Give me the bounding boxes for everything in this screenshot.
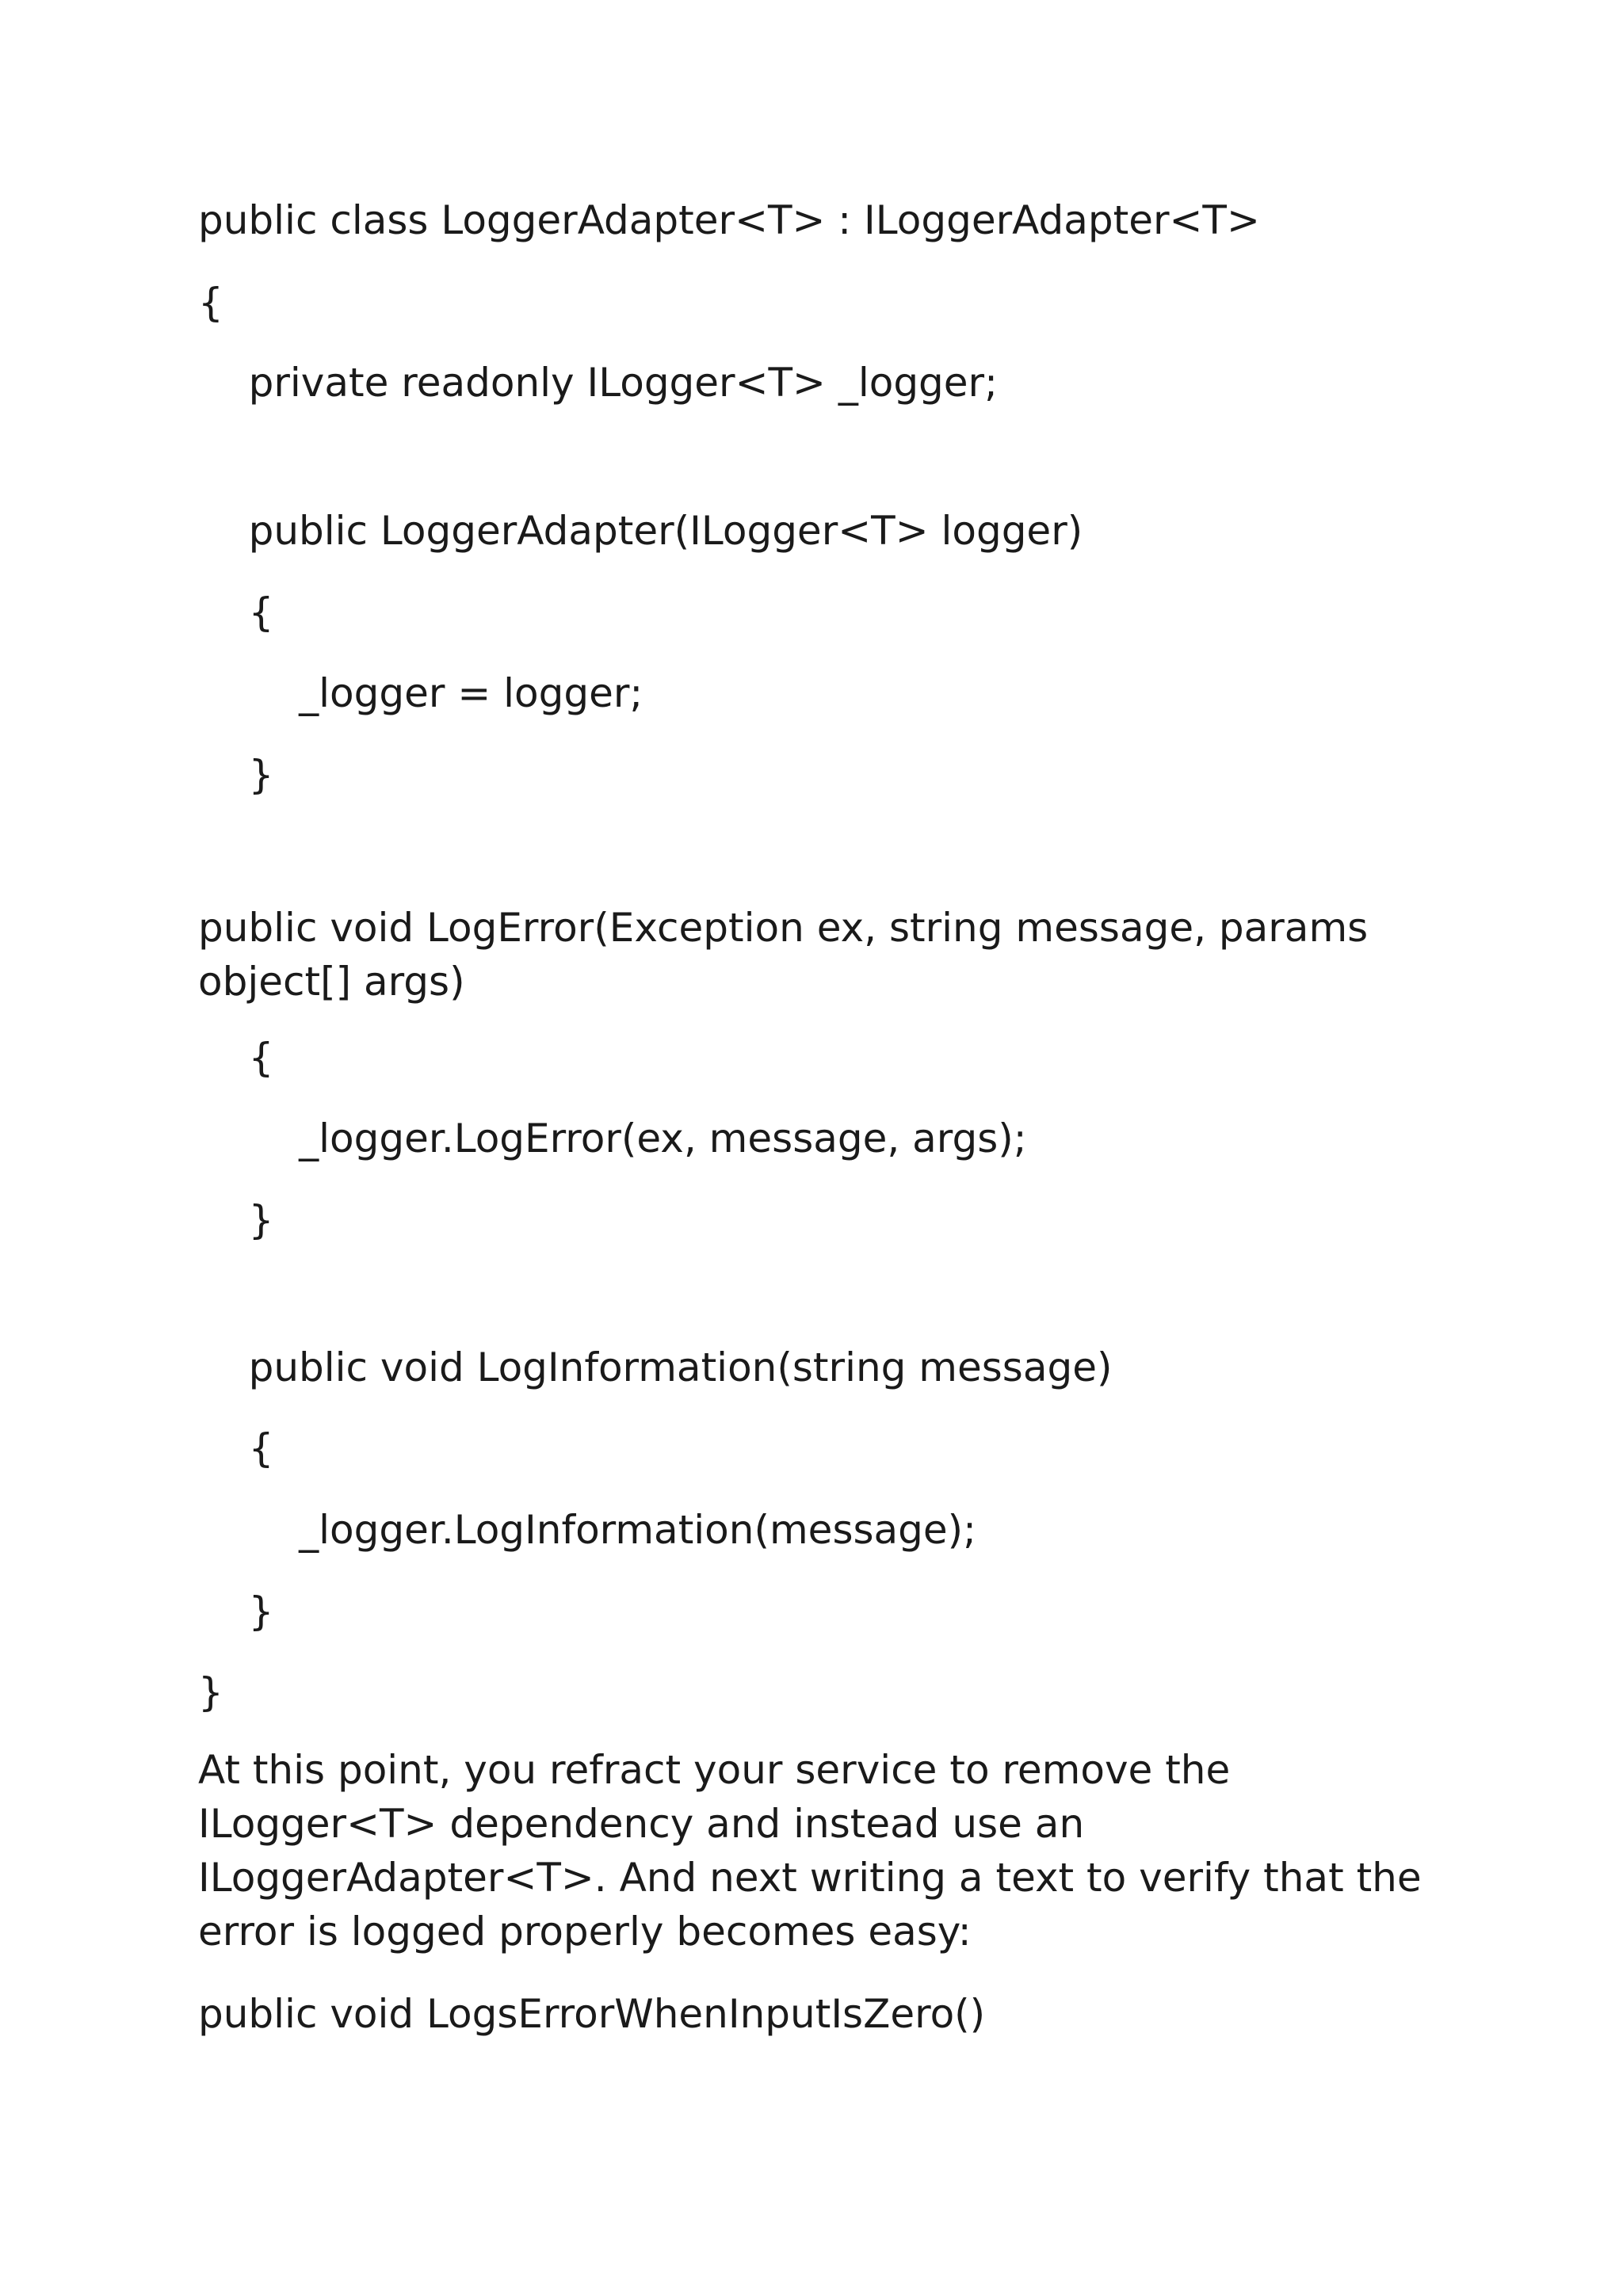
code-line: public void LogInformation(string message) xyxy=(198,1344,1113,1390)
code-line: _logger.LogInformation(message); xyxy=(198,1507,977,1553)
code-line: public void LogError(Exception ex, string message, params object[] args) xyxy=(198,905,1369,1005)
code-line: { xyxy=(198,280,223,326)
code-line: private readonly ILogger<T> _logger; xyxy=(198,360,998,406)
code-line: } xyxy=(198,1589,274,1634)
code-line: _logger.LogError(ex, message, args); xyxy=(198,1116,1027,1161)
code-line: _logger = logger; xyxy=(198,670,643,716)
code-line: public class LoggerAdapter<T> : ILoggerAdapter<T> xyxy=(198,197,1260,243)
code-line: } xyxy=(198,1669,223,1715)
code-line: { xyxy=(198,1425,274,1471)
code-line: public LoggerAdapter(ILogger<T> logger) xyxy=(198,508,1083,554)
body-paragraph: At this point, you refract your service to remove the ILogger<T> dependency and instead use an ILoggerAdapter<T>. And next writing a text to verify that the error is logged properly becomes easy: xyxy=(198,1747,1422,1955)
code-line: } xyxy=(198,1197,274,1243)
code-line: { xyxy=(198,1035,274,1081)
code-line: { xyxy=(198,589,274,635)
code-line: } xyxy=(198,752,274,798)
code-line: public void LogsErrorWhenInputIsZero() xyxy=(198,1991,986,2037)
